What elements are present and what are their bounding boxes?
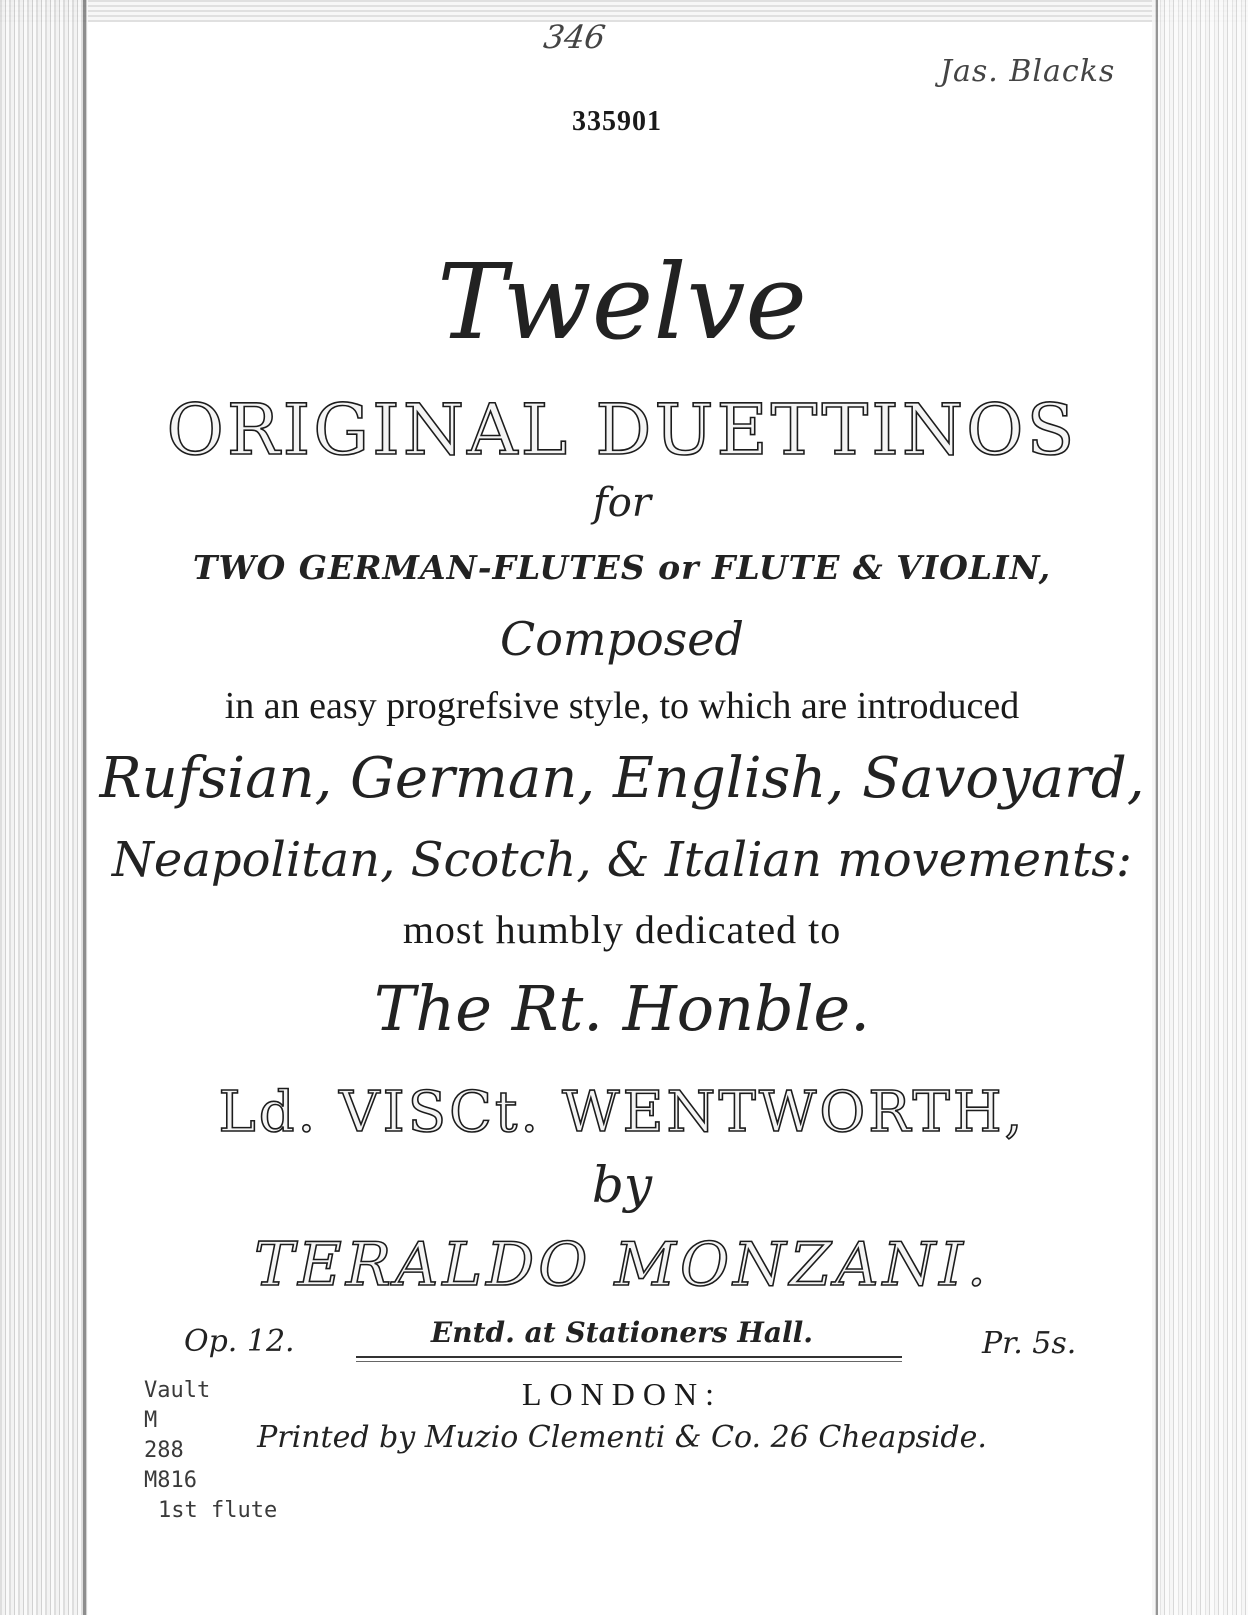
title-original-duettinos: ORIGINAL DUETTINOS — [166, 389, 1078, 471]
dedication-line: most humbly dedicated to — [402, 907, 842, 952]
author-name: TERALDO MONZANI. — [254, 1230, 990, 1300]
page-left-edge — [0, 0, 88, 1615]
dedication-honorific: The Rt. Honble. — [374, 972, 870, 1045]
dedicatee-name: Ld. VISCt. WENTWORTH, — [218, 1080, 1026, 1145]
shelfmark-line: M816 — [144, 1468, 197, 1493]
entered-at-stationers-hall: Entd. at Stationers Hall. — [430, 1316, 814, 1349]
title-style-line: in an easy progrefsive style, to which are introduced — [224, 685, 1020, 727]
catalogue-number: 335901 — [572, 106, 662, 137]
imprint-printer: Printed by Muzio Clementi & Co. 26 Cheapside. — [257, 1420, 987, 1455]
title-composed: Composed — [500, 612, 744, 666]
shelfmark-line: 1st flute — [158, 1498, 278, 1523]
imprint-rule — [356, 1356, 902, 1358]
price: Pr. 5s. — [982, 1326, 1077, 1361]
shelfmark-line: M — [144, 1408, 158, 1433]
shelfmark-stamp — [144, 1376, 284, 1526]
title-twelve: Twelve — [437, 241, 807, 363]
shelfmark-line: Vault — [144, 1378, 211, 1403]
title-for: for — [592, 480, 651, 526]
author-by: by — [591, 1156, 653, 1214]
title-instruments: TWO GERMAN-FLUTES or FLUTE & VIOLIN, — [192, 548, 1052, 587]
shelfmark-line: 288 — [144, 1438, 184, 1463]
title-movements-line1: Rufsian, German, English, Savoyard, — [99, 746, 1145, 811]
ms-number: 346 — [541, 18, 608, 56]
title-movements-line2: Neapolitan, Scotch, & Italian movements: — [111, 832, 1133, 888]
imprint-city: LONDON: — [522, 1376, 722, 1412]
owner-inscription: Jas. Blacks — [940, 54, 1116, 89]
page-right-edge — [1152, 0, 1248, 1615]
opus-number: Op. 12. — [184, 1324, 295, 1359]
title-page — [92, 18, 1152, 1598]
